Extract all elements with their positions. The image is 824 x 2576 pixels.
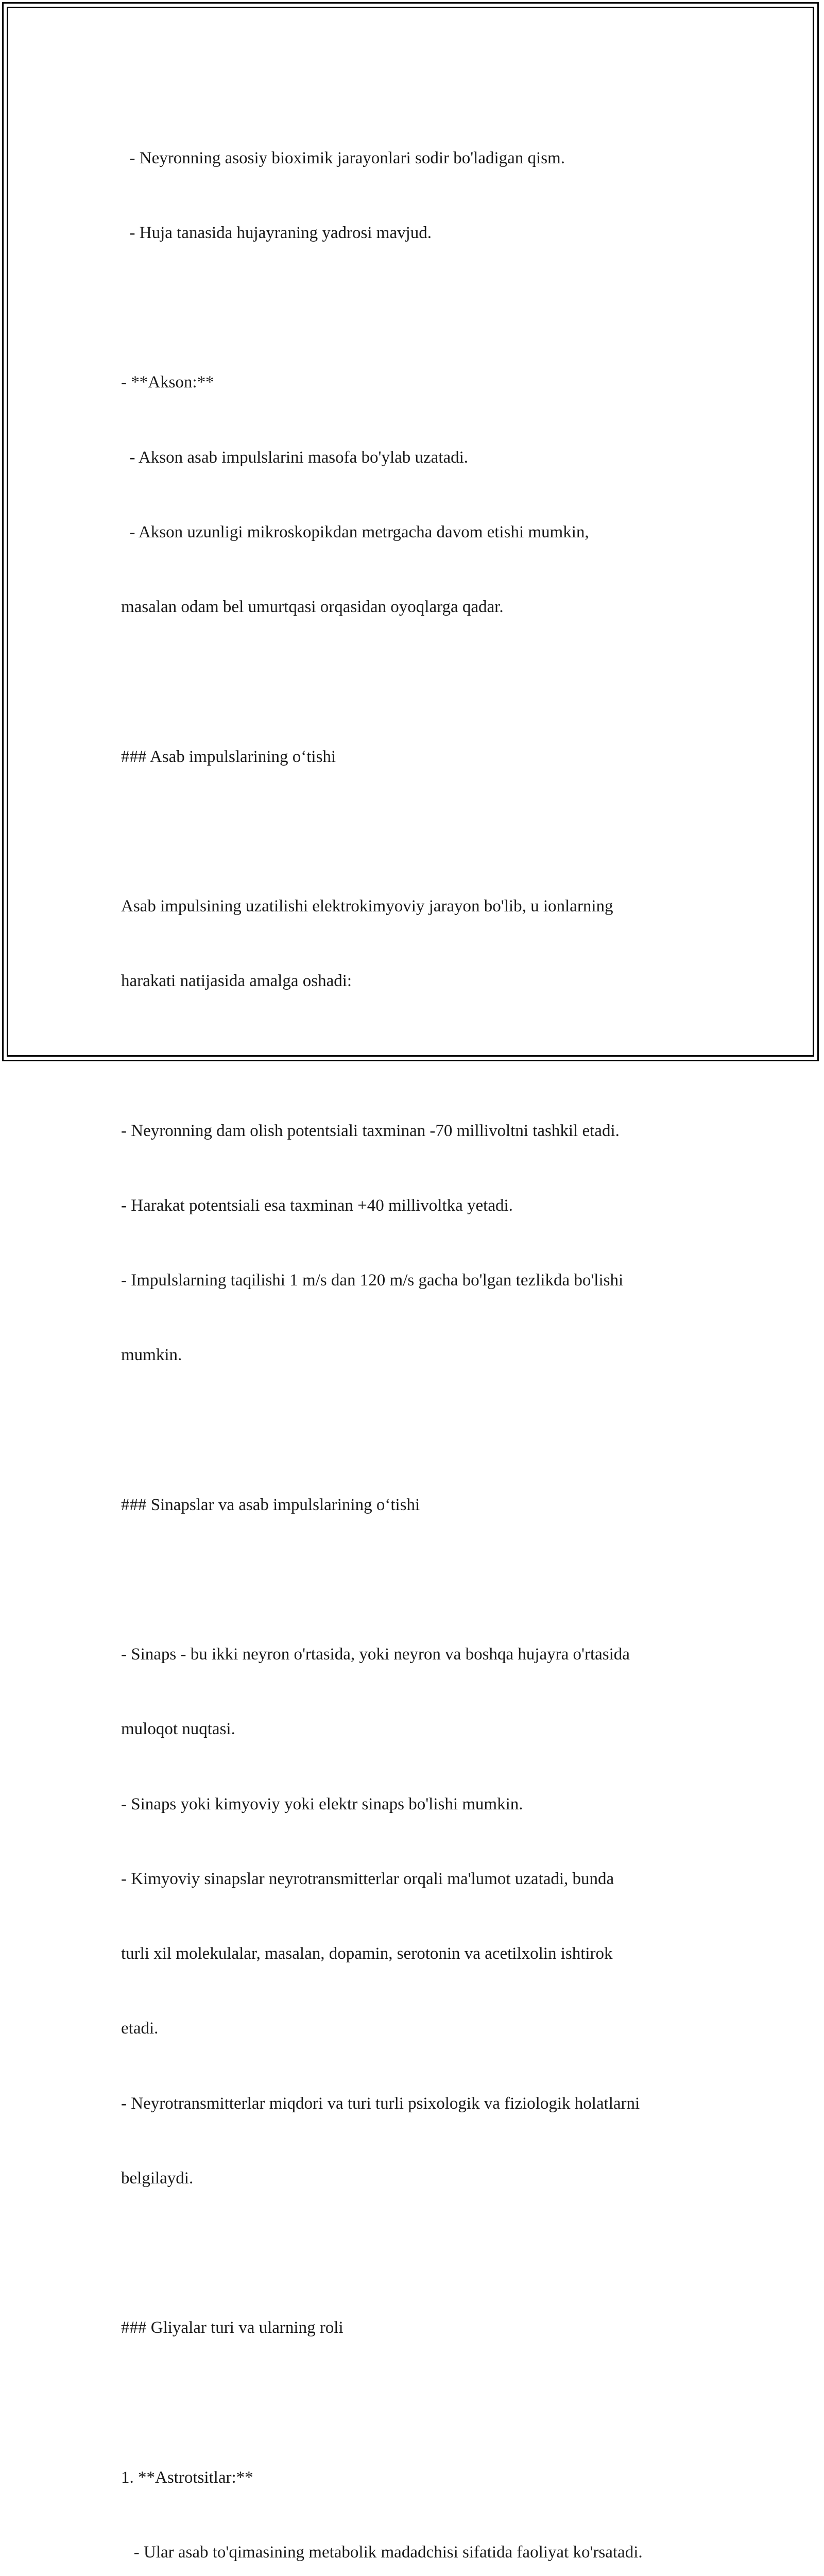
text-line: - Neyronning dam olish potentsiali taxminan -70 millivoltni tashkil etadi. [121, 1121, 620, 1140]
text-line: masalan odam bel umurtqasi orqasidan oyoqlarga qadar. [121, 598, 504, 617]
text-line: ### Asab impulslarining o‘tishi [121, 747, 336, 766]
text-line: - Sinaps - bu ikki neyron o'rtasida, yoki neyron va boshqa hujayra o'rtasida [121, 1645, 630, 1664]
text-line: belgilaydi. [121, 2168, 194, 2188]
text-line: - Huja tanasida hujayraning yadrosi mavjud. [121, 224, 432, 243]
text-line [121, 1418, 718, 1443]
text-line: - Kimyoviy sinapslar neyrotransmitterlar orqali ma'lumot uzatadi, bunda [121, 1869, 614, 1888]
text-line: ### Gliyalar turi va ularning roli [121, 2318, 344, 2337]
text-line: mumkin. [121, 1346, 182, 1365]
text-line: harakati natijasida amalga oshadi: [121, 972, 352, 991]
text-line: turli xil molekulalar, masalan, dopamin, serotonin va acetilxolin ishtirok [121, 1944, 613, 1963]
text-line: - Impulslarning taqilishi 1 m/s dan 120 m/s gacha bo'lgan tezlikda bo'lishi [121, 1271, 624, 1290]
text-line: - Akson asab impulslarini masofa bo'ylab uzatadi. [121, 448, 469, 467]
text-line [121, 1043, 718, 1068]
text-line: - Neyrotransmitterlar miqdori va turi turli psixologik va fiziologik holatlarni [121, 2094, 640, 2113]
text-line [121, 1567, 718, 1592]
text-line: - **Akson:** [121, 373, 214, 392]
text-line: - Akson uzunligi mikroskopikdan metrgacha davom etishi mumkin, [121, 522, 589, 541]
document-body [121, 96, 718, 2576]
text-line: - Ular asab to'qimasining metabolik madadchisi sifatida faoliyat ko'rsatadi. [121, 2543, 643, 2562]
text-line: - Harakat potentsiali esa taxminan +40 millivoltka yetadi. [121, 1196, 513, 1215]
text-line: muloqot nuqtasi. [121, 1720, 235, 1739]
text-line: etadi. [121, 2019, 159, 2038]
text-line [121, 669, 718, 694]
text-line: Asab impulsining uzatilishi elektrokimyoviy jarayon bo'lib, u ionlarning [121, 897, 613, 916]
text-line [121, 819, 718, 844]
text-line: 1. **Astrotsitlar:** [121, 2468, 253, 2487]
text-line [121, 2241, 718, 2265]
text-line: ### Sinapslar va asab impulslarining o‘tishi [121, 1495, 420, 1514]
text-line: - Neyronning asosiy bioximik jarayonlari sodir bo'ladigan qism. [121, 148, 565, 167]
text-line [121, 295, 718, 320]
text-line [121, 2390, 718, 2415]
text-line: - Sinaps yoki kimyoviy yoki elektr sinaps bo'lishi mumkin. [121, 1794, 523, 1814]
